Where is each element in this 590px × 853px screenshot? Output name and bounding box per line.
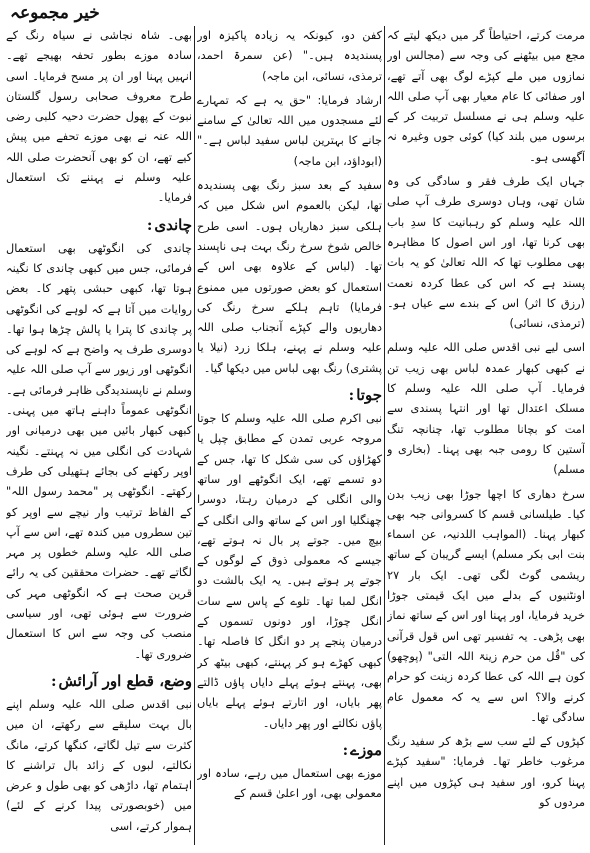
paragraph: کپڑوں کے لئے سب سے بڑھ کر سفید رنگ مرغوب خاطر تھا۔ فرمایا: "سفید کپڑے پہنا کرو، اور سفید ہی کپڑوں میں اپنے مردوں کو	[387, 735, 585, 809]
paragraph: مرمت کرتے، احتیاطاً گر میں دیکھ لیتے کہ مجع میں بیٹھنے کی وجہ سے (مجالس اور نمازوں میں ملے کپڑے لوگ بھی آتے تھے، اور صفائی کا عام معیار بھی آپ صلی اللہ علیہ وسلم ہی نے مسلسل تربیت کر کے برسوں میں بلند کیا) کوئی جوں وغیرہ نہ آگھسی ہو۔	[387, 29, 585, 164]
section-heading-shoes: جوتا:	[348, 386, 382, 405]
paragraph: اسی لیے نبی اقدس صلی اللہ علیہ وسلم نے کبھی کبھار عمدہ لباس بھی زیب تن فرمایا۔ آپ صلی اللہ علیہ وسلم کا مسلک اعتدال تھا اور انتہا پسندی سے امت کو بچانا مطلوب تھا، چنانچہ تنگ آستین کا رومی جبہ بھی پہنا۔ (بخاری و مسلم)	[387, 341, 585, 477]
heading-text: موزے	[350, 740, 382, 759]
paragraph: جہاں ایک طرف فقر و سادگی کی وہ شان تھی، وہاں دوسری طرف آپ صلی اللہ علیہ وسلم کو رہبانیت کا سدِ باب بھی کرنا تھا، اور اس اصول کا مظاہرہ بھی مطلوب تھا کہ اللہ تعالیٰ کو یہ بات پسند ہے کہ اس کی عطا کردہ نعمت (رزق کا اثر) اس کے بندے سے عیاں ہو۔ (ترمذی، نسائی)	[387, 175, 585, 331]
section-heading-silver: چاندی:	[146, 215, 192, 234]
paragraph: ارشاد فرمایا: "حق یہ ہے کہ تمہارے لئے مسجدوں میں اللہ تعالیٰ کے سامنے جانے کا بہترین لباس سفید لباس ہے۔" (ابوداؤد، ابن ماجہ)	[197, 93, 382, 168]
column-middle	[197, 26, 382, 845]
heading-text: چاندی	[154, 215, 192, 234]
paragraph: چاندی کی انگوٹھی بھی استعمال فرمائی، جس میں کبھی چاندی کا نگینہ ہوتا تھا، کبھی حبشی پتھر کا۔ بعض روایات میں آتا ہے کہ لوہے کی انگوٹھی پر چاندی کا پترا یا پالش چڑھا ہوا تھا۔ دوسری طرف یہ واضح ہے کہ لوہے کی انگوٹھی اور زیور سے آپ صلی اللہ علیہ وسلم نے ناپسندیدگی ظاہر فرمائی ہے۔ انگوٹھی عموماً داہنے ہاتھ میں پہنی۔ کبھی کبھار بائیں میں بھی درمیانی اور شہادت کی انگلی میں نہ پہنتے۔ نگینہ اوپر رکھنے کی بجائے ہتھیلی کی طرف رکھتے۔ انگوٹھی پر "محمد رسول اللہ" کے الفاظ ترتیب وار نیچے سے اوپر کو تین سطروں میں کندہ تھے، اس سے آپ صلی اللہ علیہ وسلم خطوں پر مہر لگاتے تھے۔ حضرات محققین کی یہ رائے قرین صحت ہے کہ انگوٹھی مہر کی ضرورت سے ہوئی تھی، اور سیاسی منصب کی وجہ سے اس کا استعمال ضروری تھا۔	[6, 241, 192, 661]
paragraph: سفید کے بعد سبز رنگ بھی پسندیدہ تھا، لیکن بالعموم اس شکل میں کہ ہلکی سبز دھاریاں ہوں۔ اسی طرح خالص شوخ سرخ رنگ بہت ہی ناپسند تھا۔ (لباس کے علاوہ بھی اس کے استعمال کو بعض صورتوں میں ممنوع فرمایا) تاہم ہلکے سرخ رنگ کی دھاریوں والے کپڑے آنجناب صلی اللہ علیہ وسلم نے پہنے، ہلکا زرد (نیلا یا پشتری) رنگ بھی لباس میں دیکھا گیا۔	[197, 179, 382, 375]
column-right	[387, 26, 585, 845]
paragraph: بھی۔ شاہ نجاشی نے سیاہ رنگ کے سادہ موزے بطور تحفہ بھیجے تھے۔ انہیں پہنا اور ان پر مسح فرمایا۔ اسی طرح معروف صحابی رسول گلستان نبوت کے پھول حضرت دحیہ کلبی رضی اللہ عنہ نے بھی موزے تحفے میں پیش کیے تھے، ان کو بھی آنحضرت صلی اللہ علیہ وسلم نے پہننے تک استعمال فرمایا۔	[6, 29, 192, 205]
paragraph: نبی اقدس صلی اللہ علیہ وسلم اپنے بال بہت سلیقے سے رکھتے، ان میں کثرت سے تیل لگاتے، کنگھا کرتے، مانگ نکالتے، لبوں کے زائد بال تراشنے کا اہتمام تھا، داڑھی کو بھی طول و عرض میں (خوبصورتی پیدا کرنے کے لئے) ہموار کرتے، اسی	[6, 697, 192, 833]
paragraph: موزے بھی استعمال میں رہے، سادہ اور معمولی بھی، اور اعلیٰ قسم کے	[197, 766, 382, 801]
magazine-logo: خیر مجموعہ	[10, 3, 100, 23]
column-left	[6, 26, 192, 845]
heading-text: وضع، قطع اور آرائش	[58, 671, 192, 690]
paragraph: نبی اکرم صلی اللہ علیہ وسلم کا جوتا مروجہ عربی تمدن کے مطابق چپل یا کھڑاؤں کی سی شکل کا تھا، جس کے دو تسمے تھے، ایک انگوٹھے اور ساتھ والی انگلی کے درمیان رہتا، دوسرا چھنگلیا اور اس کے ساتھ والی انگلی کے بیچ میں۔ جوتے پر بال نہ ہوتے تھے، جیسے کہ معمولی ذوق کے لوگوں کے جوتے پر ہوتے ہیں۔ یہ ایک بالشت دو انگل لمبا تھا۔ تلوے کے پاس سے سات انگل چوڑا، اور دونوں تسموں کے درمیان پنجے پر دو انگل کا فاصلہ تھا۔ کبھی کھڑے ہو کر پہنتے، کبھی بیٹھ کر بھی، پہنتے ہوئے پہلے دایاں پاؤں ڈالتے پھر بایاں، اور اتارتے ہوئے پہلے بایاں پاؤں نکالتے اور پھر دایاں۔	[197, 412, 382, 730]
section-heading-appearance: وضع، قطع اور آرائش:	[50, 671, 192, 690]
section-heading-socks: موزے:	[342, 740, 382, 759]
paragraph: سرخ دھاری کا اچھا جوڑا بھی زیب بدن کیا۔ طیلسانی قسم کا کسروانی جبہ بھی کبھار پہنا۔ (المواہب اللدنیہ، عن اسماء بنت ابی بکر مسلم) ایسے گریبان کے ساتھ ریشمی گوٹ لگی تھی۔ ایک بار ۲۷ اونٹنیوں کے بدلے میں ایک قیمتی جوڑا خرید فرمایا، اور پہنا اور اس کے ساتھ نماز بھی پڑھی۔ یہ تفسیر تھی اس قول قرآنی کی "قُل من حرم زینۃ اللہ التی" (پوچھو) کون ہے اللہ کی عطا کردہ زینت کو حرام کرنے والا؟ اس سے یہ کہ معمول عام سادگی تھا۔	[387, 487, 585, 724]
column-divider-left	[194, 26, 195, 845]
paragraph: کفن دو، کیونکہ یہ زیادہ پاکیزہ اور پسندیدہ ہیں۔" (عن سمرۃ احمد، ترمذی، نسائی، ابن ماجہ)	[197, 29, 382, 83]
column-divider-right	[384, 26, 385, 845]
heading-text: جوتا	[356, 386, 382, 405]
